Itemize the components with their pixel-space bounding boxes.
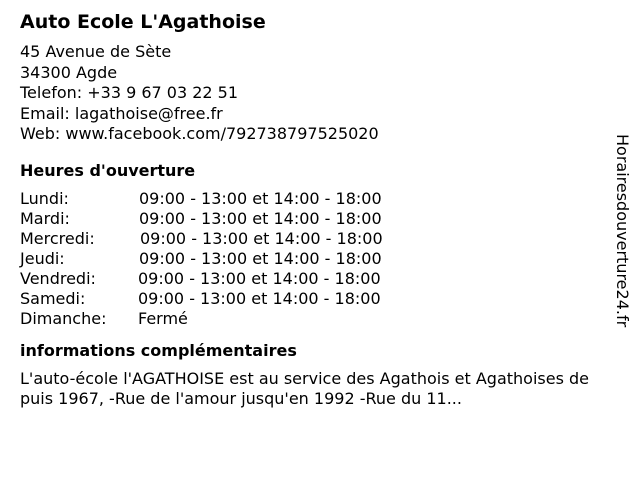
hours-time: 09:00 - 13:00 et 14:00 - 18:00 bbox=[139, 248, 382, 268]
website-text: Web: www.facebook.com/792738797525020 bbox=[20, 124, 379, 143]
hours-time: 09:00 - 13:00 et 14:00 - 18:00 bbox=[140, 228, 383, 248]
business-name: Auto Ecole L'Agathoise bbox=[20, 11, 266, 33]
hours-time: 09:00 - 13:00 et 14:00 - 18:00 bbox=[138, 288, 381, 308]
additional-info-text: L'auto-école l'AGATHOISE est au service des Agathois et Agathoises depuis 1967, -Rue de l'amour jusqu'en 1992 -Rue du 11... bbox=[20, 368, 589, 408]
hours-row-wednesday bbox=[20, 229, 600, 249]
hours-day: Vendredi: bbox=[20, 268, 96, 288]
hours-row-sunday bbox=[20, 309, 600, 329]
hours-row-saturday bbox=[20, 289, 600, 309]
opening-hours-table bbox=[20, 189, 600, 329]
hours-day: Jeudi: bbox=[20, 248, 65, 268]
hours-row-thursday bbox=[20, 249, 600, 269]
hours-time: Fermé bbox=[138, 308, 188, 328]
email-text: Email: lagathoise@free.fr bbox=[20, 103, 223, 123]
additional-info-heading: informations complémentaires bbox=[20, 340, 297, 360]
site-brand-vertical: Horairesdouverture24.fr bbox=[613, 134, 632, 328]
business-card bbox=[20, 10, 600, 410]
hours-row-tuesday bbox=[20, 209, 600, 229]
hours-time: 09:00 - 13:00 et 14:00 - 18:00 bbox=[139, 208, 382, 228]
hours-row-friday bbox=[20, 269, 600, 289]
opening-hours-heading: Heures d'ouverture bbox=[20, 160, 196, 180]
hours-day: Dimanche: bbox=[20, 308, 107, 328]
hours-day: Mardi: bbox=[20, 208, 70, 228]
hours-row-monday bbox=[20, 189, 600, 209]
hours-day: Mercredi: bbox=[20, 228, 95, 248]
phone-text: Telefon: +33 9 67 03 22 51 bbox=[20, 83, 239, 102]
hours-day: Samedi: bbox=[20, 288, 86, 308]
address-city: 34300 Agde bbox=[20, 62, 118, 82]
contact-block bbox=[20, 42, 600, 145]
hours-day: Lundi: bbox=[20, 188, 69, 208]
hours-time: 09:00 - 13:00 et 14:00 - 18:00 bbox=[138, 268, 381, 288]
address-street: 45 Avenue de Sète bbox=[20, 42, 172, 61]
hours-time: 09:00 - 13:00 et 14:00 - 18:00 bbox=[139, 188, 382, 208]
